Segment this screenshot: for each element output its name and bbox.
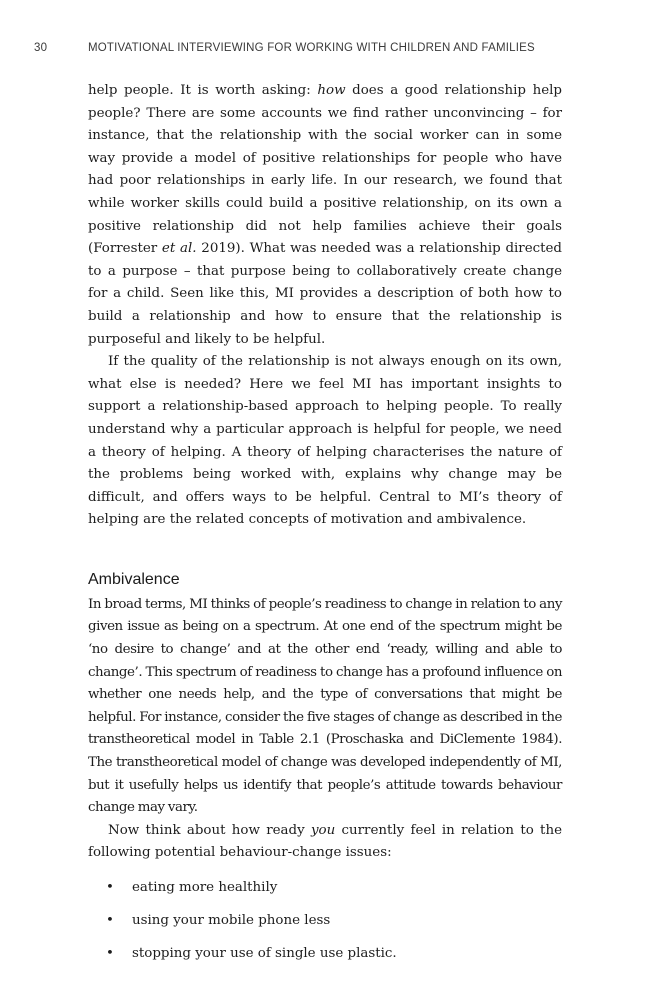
paragraph-theory-of-helping: If the quality of the relationship is not always enough on its own, what else is needed? Here we feel MI has important insights to support a relationship-based approach to helping people. To really understand why a particular approach is helpful for people, we need a theory of helping. A theory of helping characterises the nature of the problems being worked with, explains why change may be difficult, and offers ways to be helpful. Central to MI’s theory of helping are the related concepts of motivation and ambivalence. bbox=[88, 354, 562, 528]
emphasis-how: how bbox=[317, 83, 346, 98]
running-header bbox=[34, 42, 634, 54]
emphasis-you: you bbox=[310, 822, 336, 838]
text-run: help people. It is worth asking: bbox=[88, 83, 318, 98]
text-run: currently feel in relation to the following potential behaviour-change issues: bbox=[88, 822, 562, 861]
running-title: MOTIVATIONAL INTERVIEWING FOR WORKING WITH CHILDREN AND FAMILIES bbox=[88, 42, 535, 54]
bullet-icon: • bbox=[106, 913, 114, 929]
bullet-icon: • bbox=[106, 946, 114, 962]
text-run: 2019). What was needed was a relationship directed to a purpose – that purpose being to collaboratively create change for a child. Seen like this, MI provides a description of both how to build a relationship and how to ensure that the relationship is purposeful and likely to be helpful. bbox=[88, 241, 563, 347]
list-item-text: stopping your use of single use plastic. bbox=[132, 946, 397, 962]
section-heading: Ambivalence bbox=[88, 570, 180, 588]
page-number: 30 bbox=[34, 42, 48, 54]
list-item bbox=[88, 943, 562, 966]
list-item-text: using your mobile phone less bbox=[132, 913, 331, 929]
bullet-list bbox=[88, 877, 562, 966]
text-run: does a good relationship help people? There are some accounts we find rather unconvincing – for instance, that the relationship with the social worker can in some way provide a model of positive relationships for people who have had poor relationships in early life. In our research, we found that while worker skills could build a positive relationship, on its own a positive relationship did not help families achieve their goals (Forrester bbox=[88, 83, 562, 257]
paragraph-spectrum: In broad terms, MI thinks of people’s readiness to change in relation to any given issue as being on a spectrum. At one end of the spectrum might be ‘no desire to change’ and at the other end ‘ready, willing and able to change’. This spectrum of readiness to change has a profound influence on whether one needs help, and the type of conversations that might be helpful. For instance, consider the five stages of change as described in the transtheoretical model in Table 2.1 (Proschaska and DiClemente 1984). The transtheoretical model of change was developed independently of MI, but it usefully helps us identify that people’s attitude towards behaviour change may vary. bbox=[88, 596, 562, 816]
emphasis-et-al: et al. bbox=[161, 241, 197, 257]
text-run: Now think about how ready bbox=[108, 822, 311, 838]
body-text bbox=[88, 80, 562, 977]
paragraph-readiness bbox=[88, 820, 562, 865]
paragraph-relationship bbox=[88, 80, 562, 351]
list-item-text: eating more healthily bbox=[132, 880, 278, 895]
list-item bbox=[88, 877, 562, 900]
list-item bbox=[88, 910, 562, 933]
bullet-icon: • bbox=[106, 880, 114, 895]
